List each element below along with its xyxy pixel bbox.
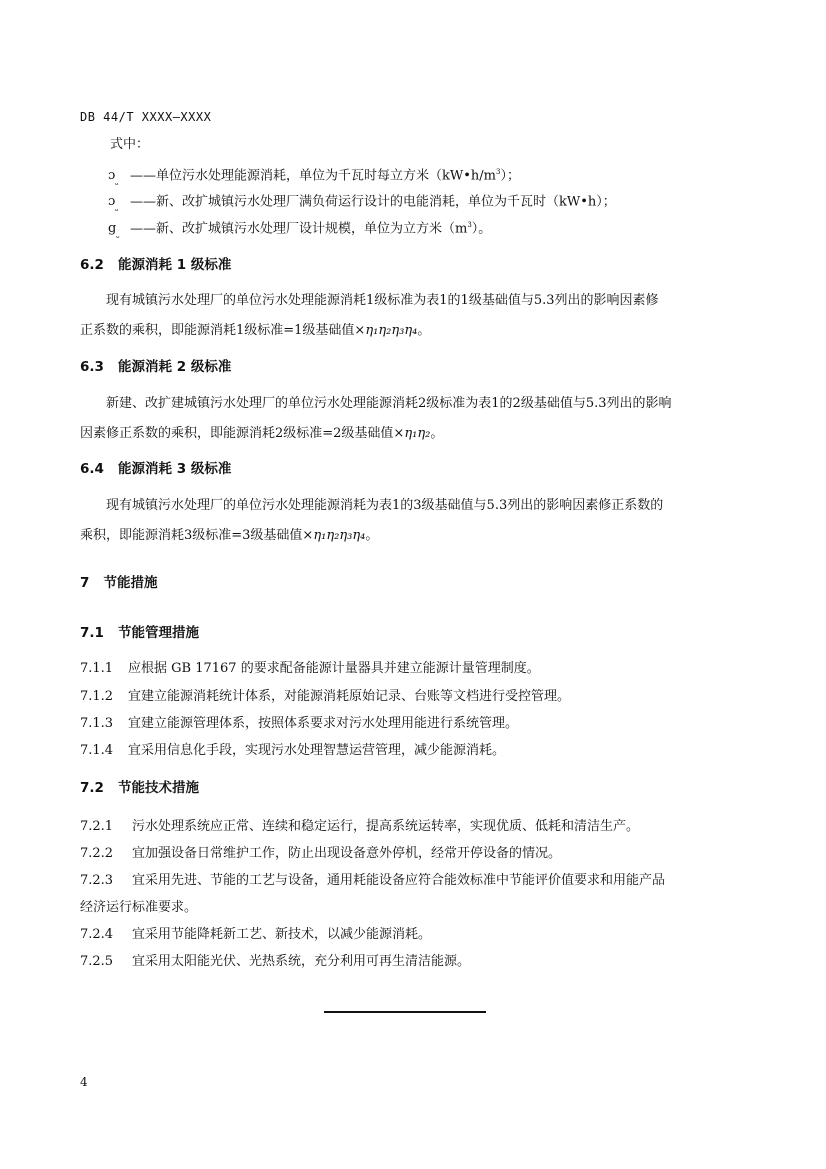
definition-row: $g_⎵$ ——新、改扩城镇污水处理厂设计规模，单位为立方米$(m^3)$。 [108,221,492,238]
definition-row: ɔ$_⎵$ ——单位污水处理能源消耗，单位为千瓦时每立方米$(kW•h/m^3)$； [108,168,520,185]
list-item: 7.2.5 宜采用太阳能光伏、光热系统，充分利用可再生清洁能源。 [80,954,471,969]
list-item: 7.1.1 应根据 GB 17167 的要求配备能源计量器具并建立能源计量管理制度。 [80,661,540,676]
list-item: 7.2.1 污水处理系统应正常、连续和稳定运行，提高系统运转率，实现优质、低耗和清洁生产。 [80,819,640,834]
section-heading-7-2: 7.2 节能技术措施 [80,780,200,796]
chapter-heading-7: 7 节能措施 [80,575,158,591]
section-6-2-paragraph: 现有城镇污水处理厂的单位污水处理能源消耗1级标准为表1的1级基础值与5.3列出的影响因素修 正系数的乘积，即能源消耗1级标准=1级基础值×η₁η₂η₃η₄。 [80,293,659,338]
list-item: 7.2.3 宜采用先进、节能的工艺与设备，通用耗能设备应符合能效标准中节能评价值要求和用能产品 [80,873,666,888]
section-heading-6-3: 6.3 能源消耗 2 级标准 [80,359,232,375]
section-6-3-paragraph: 新建、改扩建城镇污水处理厂的单位污水处理能源消耗2级标准为表1的2级基础值与5.3列出的影响 因素修正系数的乘积，即能源消耗2级标准=2级基础值×η₁η₂。 [80,396,672,441]
list-item-continuation: 经济运行标准要求。 [80,900,198,915]
definitions-intro: 式中： [110,137,150,152]
section-heading-6-4: 6.4 能源消耗 3 级标准 [80,461,232,477]
document-code-header: DB 44/T XXXX—XXXX [80,110,212,124]
list-item: 7.1.4 宜采用信息化手段，实现污水处理智慧运营管理，减少能源消耗。 [80,743,506,758]
section-6-4-paragraph: 现有城镇污水处理厂的单位污水处理能源消耗为表1的3级基础值与5.3列出的影响因素修正系数的 乘积，即能源消耗3级标准=3级基础值×η₁η₂η₃η₄。 [80,498,664,543]
definition-row: ɔ$_⎵$ ——新、改扩城镇污水处理厂满负荷运行设计的电能消耗，单位为千瓦时（kW•h）； [108,194,616,211]
list-item: 7.1.2 宜建立能源消耗统计体系，对能源消耗原始记录、台账等文档进行受控管理。 [80,689,571,704]
list-item: 7.2.4 宜采用节能降耗新工艺、新技术，以减少能源消耗。 [80,927,432,942]
list-item: 7.1.3 宜建立能源管理体系，按照体系要求对污水处理用能进行系统管理。 [80,716,519,731]
section-heading-6-2: 6.2 能源消耗 1 级标准 [80,257,232,273]
list-item: 7.2.2 宜加强设备日常维护工作，防止出现设备意外停机，经常开停设备的情况。 [80,846,562,861]
section-heading-7-1: 7.1 节能管理措施 [80,625,200,641]
page-number: 4 [80,1075,88,1089]
end-of-document-rule [324,1011,486,1013]
